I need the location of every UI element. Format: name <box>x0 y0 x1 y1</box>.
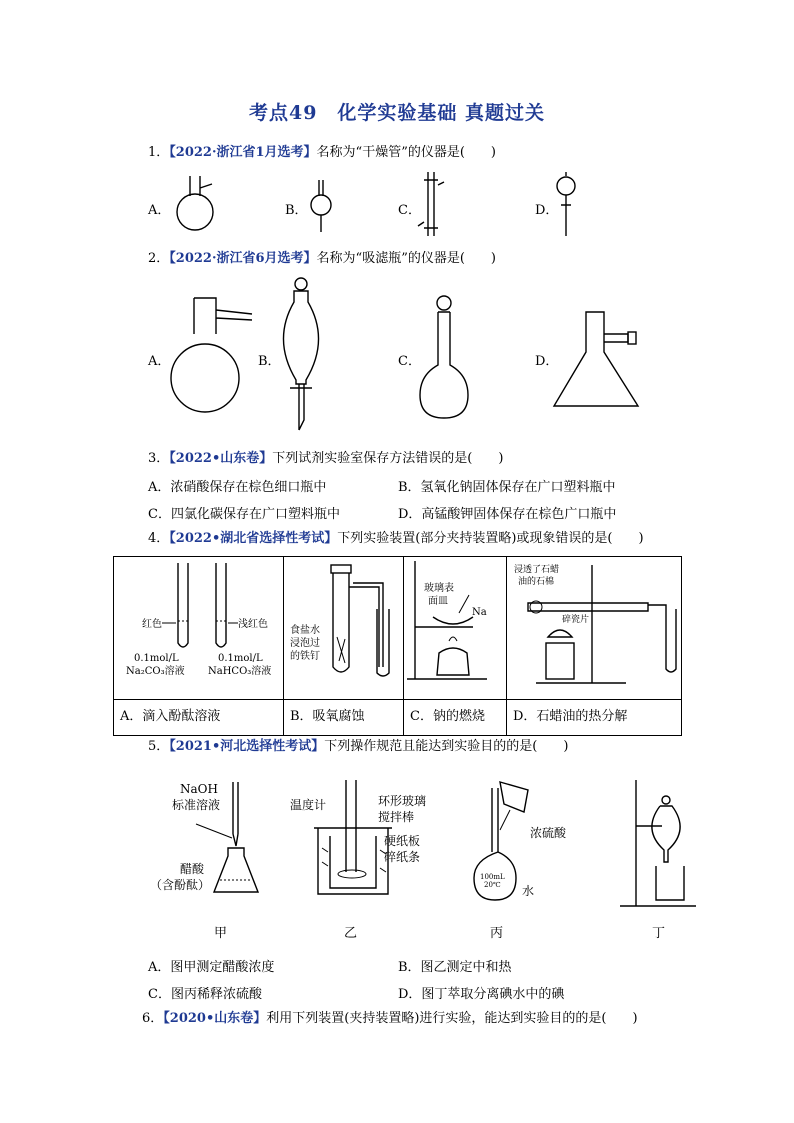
question-text: 下列操作规范且能达到实验目的的是( ) <box>324 739 569 754</box>
q3-option-d[interactable]: D．高锰酸钾固体保存在棕色广口瓶中 <box>398 507 617 522</box>
q5-option-c[interactable]: C．图丙稀释浓硫酸 <box>148 987 262 1002</box>
question-source: 【2020•山东卷】 <box>163 1011 267 1026</box>
question-source: 【2022·浙江省6月选考】 <box>169 251 317 266</box>
question-source: 【2022·浙江省1月选考】 <box>169 145 317 160</box>
q4-option-a[interactable]: A．滴入酚酞溶液 <box>120 709 221 724</box>
q4-conc-label-1: 0.1mol/L <box>134 653 179 664</box>
q5-figure-bing: 丙 <box>490 926 504 941</box>
q4-nail-label-2: 浸泡过 <box>290 638 320 649</box>
q4-option-c[interactable]: C．钠的燃烧 <box>410 709 485 724</box>
question-number: 6． <box>142 1011 164 1026</box>
page-title: 考点49 化学实验基础 真题过关 <box>248 102 546 124</box>
q5-figure-yi: 乙 <box>344 926 358 941</box>
q4-wax-label-2: 油的石棉 <box>518 577 555 587</box>
q5-paper-scraps-label: 碎纸条 <box>384 850 421 864</box>
q5-figure-ding: 丁 <box>652 926 666 941</box>
q4-glass-label-2: 面皿 <box>428 596 448 607</box>
question-text: 名称为“干燥管”的仪器是( ) <box>316 145 496 160</box>
q2-option-c[interactable]: C． <box>398 354 421 369</box>
q5-ring-stirrer-label-2: 搅拌棒 <box>378 810 415 824</box>
q4-nail-label-1: 食盐水 <box>290 625 320 636</box>
question-source: 【2021•河北选择性考试】 <box>169 739 325 754</box>
q4-option-b[interactable]: B．吸氧腐蚀 <box>290 709 365 724</box>
q5-naoh-label: NaOH <box>180 782 218 796</box>
question-text: 下列试剂实验室保存方法错误的是( ) <box>272 451 504 466</box>
q2-option-a[interactable]: A． <box>148 354 171 369</box>
q4-chips-label: 碎瓷片 <box>562 615 590 625</box>
q5-volume-label: 100mL <box>480 873 505 881</box>
q5-option-d[interactable]: D．图丁萃取分离碘水中的碘 <box>398 987 565 1002</box>
q5-phenolphthalein-label: （含酚酞） <box>150 878 211 892</box>
q3-option-c[interactable]: C．四氯化碳保存在广口塑料瓶中 <box>148 507 340 522</box>
question-6 <box>142 1010 638 1028</box>
q5-ding-extraction-icon <box>620 780 696 906</box>
question-number: 3． <box>148 451 170 466</box>
q1-option-c[interactable]: C． <box>398 203 421 218</box>
question-number: 2． <box>148 251 170 266</box>
question-number: 5． <box>148 739 170 754</box>
q4-wax-label-1: 浸透了石蜡 <box>514 565 560 575</box>
question-source: 【2022•湖北省选择性考试】 <box>169 531 338 546</box>
question-text: 利用下列装置(夹持装置略)进行实验，能达到实验目的的是( ) <box>266 1011 638 1026</box>
q5-conc-h2so4-label: 浓硫酸 <box>530 826 567 840</box>
q4-light-red-label: 浅红色 <box>238 619 268 630</box>
q5-option-a[interactable]: A．图甲测定醋酸浓度 <box>148 960 275 975</box>
question-source: 【2022•山东卷】 <box>169 451 273 466</box>
q5-figure-jia: 甲 <box>214 926 228 941</box>
q5-option-b[interactable]: B．图乙测定中和热 <box>398 960 512 975</box>
question-number: 1． <box>148 145 170 160</box>
q5-ring-stirrer-label-1: 环形玻璃 <box>378 794 427 808</box>
question-text: 名称为“吸滤瓶”的仪器是( ) <box>316 251 496 266</box>
question-number: 4． <box>148 531 170 546</box>
q4-nahco3-label: NaHCO₃溶液 <box>208 666 272 677</box>
q4-option-d[interactable]: D．石蜡油的热分解 <box>513 709 628 724</box>
q4-conc-label-2: 0.1mol/L <box>218 653 263 664</box>
q4-nail-label-3: 的铁钉 <box>290 651 320 662</box>
q2-option-b[interactable]: B． <box>258 354 281 369</box>
q5-temp-label: 20℃ <box>484 881 501 889</box>
q3-option-a[interactable]: A．浓硝酸保存在棕色细口瓶中 <box>148 480 327 495</box>
q5-standard-solution-label: 标准溶液 <box>172 798 221 812</box>
q4-red-label: 红色 <box>142 619 162 630</box>
q2-option-d[interactable]: D． <box>535 354 559 369</box>
q3-option-b[interactable]: B．氢氧化钠固体保存在广口塑料瓶中 <box>398 480 616 495</box>
q1-option-b[interactable]: B． <box>285 203 308 218</box>
q1-option-a[interactable]: A． <box>148 203 171 218</box>
question-text: 下列实验装置(部分夹持装置略)或现象错误的是( ) <box>337 531 644 546</box>
q5-acetic-acid-label: 醋酸 <box>180 862 205 876</box>
q4-na2co3-label: Na₂CO₃溶液 <box>126 666 185 677</box>
q5-water-label: 水 <box>522 884 535 898</box>
q5-thermometer-label: 温度计 <box>290 798 327 812</box>
q4-na-label: Na <box>472 607 487 618</box>
q1-option-d[interactable]: D． <box>535 203 559 218</box>
q4-glass-label-1: 玻璃表 <box>424 583 454 594</box>
q5-cardboard-label: 硬纸板 <box>384 834 421 848</box>
